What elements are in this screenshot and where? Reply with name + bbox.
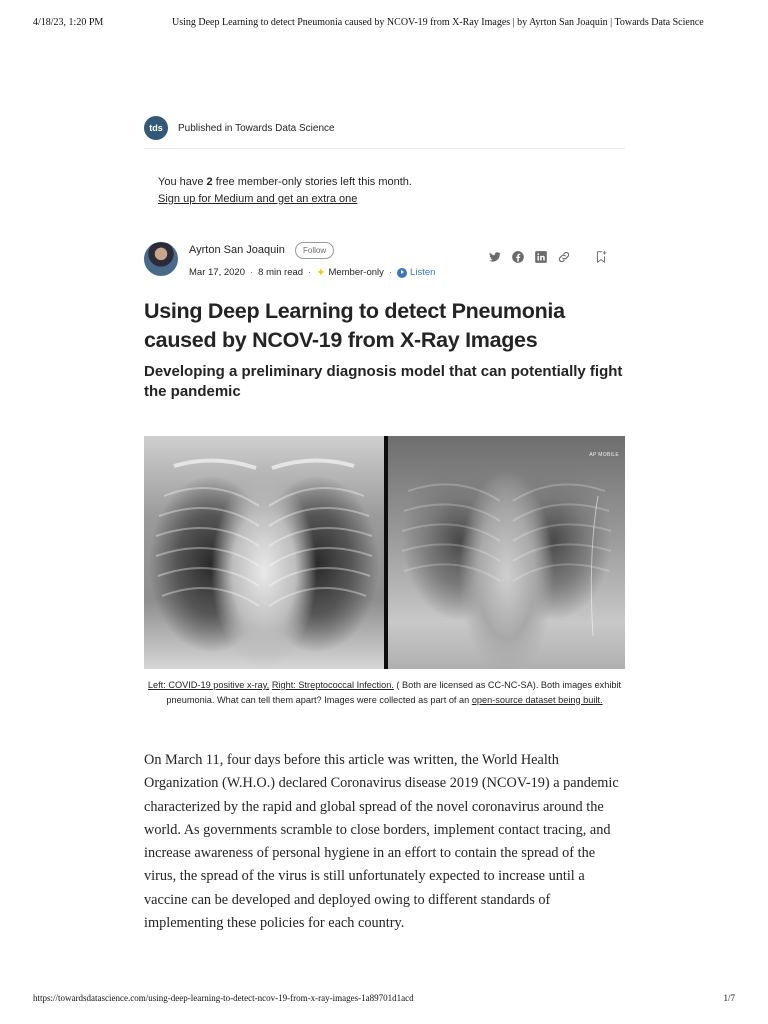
caption-link-left[interactable]: Left: COVID-19 positive x-ray, (147, 680, 270, 690)
facebook-icon[interactable] (511, 250, 525, 264)
linkedin-icon[interactable] (534, 250, 548, 264)
author-avatar[interactable] (144, 242, 178, 276)
free-story-count: 2 (206, 176, 213, 188)
article-figure[interactable] (144, 436, 625, 669)
publication-row[interactable] (144, 116, 335, 140)
author-name[interactable]: Ayrton San Joaquin (189, 244, 285, 256)
article-meta: Mar 17, 2020 · 8 min read · ✦ Member-only · Listen (189, 267, 436, 279)
follow-button[interactable]: Follow (295, 242, 334, 259)
publication-logo[interactable]: tds (144, 116, 168, 140)
member-quota-note: You have 2 free member-only stories left this month. Sign up for Medium and get an extra one (158, 174, 412, 208)
bookmark-add-icon[interactable] (594, 250, 608, 264)
play-icon[interactable] (397, 268, 407, 278)
caption-link-right[interactable]: Right: Streptococcal Infection. (271, 680, 394, 690)
publication-label[interactable]: Published in Towards Data Science (178, 122, 335, 134)
share-bar (488, 250, 617, 264)
article-paragraph: On March 11, four days before this article was written, the World Health Organization (W.H.O.) declared Coronavirus disease 2019 (NCOV-19) a pandemic characterized by the rapid and global spread of the novel coronavirus around the world. As governments scramble to close borders, implement contact tracing, and increase awareness of personal hygiene in an effort to contain the spread of the virus, the spread of the virus is still unfortunately expected to increase until a vaccine can be developed and deployed owing to different standards of implementing these policies for each country. (144, 752, 619, 932)
signup-link[interactable]: Sign up for Medium and get an extra one (158, 193, 358, 205)
link-icon[interactable] (557, 250, 571, 264)
divider (144, 148, 625, 149)
listen-button[interactable]: Listen (410, 267, 436, 278)
article-subtitle: Developing a preliminary diagnosis model that can potentially fight the pandemic (144, 363, 623, 400)
print-page-number: 1/7 (723, 993, 735, 1003)
xray-image-streptococcal (388, 436, 625, 669)
caption-link-dataset[interactable]: open-source dataset being built. (471, 694, 603, 705)
member-only-badge: Member-only (328, 267, 384, 278)
member-star-icon: ✦ (316, 267, 326, 279)
print-date: 4/18/23, 1:20 PM (33, 17, 104, 28)
author-row (144, 241, 625, 277)
print-title: Using Deep Learning to detect Pneumonia caused by NCOV-19 from X-Ray Images | by Ayrton San Joaquin | Towards Data Science (172, 17, 704, 28)
article-title: Using Deep Learning to detect Pneumonia caused by NCOV-19 from X-Ray Images (144, 299, 565, 352)
print-url: https://towardsdatascience.com/using-deep-learning-to-detect-ncov-19-from-x-ray-images-1a89701d1acd (33, 993, 414, 1003)
publish-date: Mar 17, 2020 (189, 267, 245, 278)
figure-caption: Left: COVID-19 positive x-ray, Right: Streptococcal Infection. ( Both are licensed as CC-NC-SA). Both images exhibit pneumonia. What can tell them apart? Images were collected as part of an open-source dataset being built. (147, 680, 622, 705)
xray-image-covid (144, 436, 384, 669)
xray-marker-label: AP MOBILE (589, 452, 619, 458)
twitter-icon[interactable] (488, 250, 502, 264)
read-time: 8 min read (258, 267, 304, 278)
